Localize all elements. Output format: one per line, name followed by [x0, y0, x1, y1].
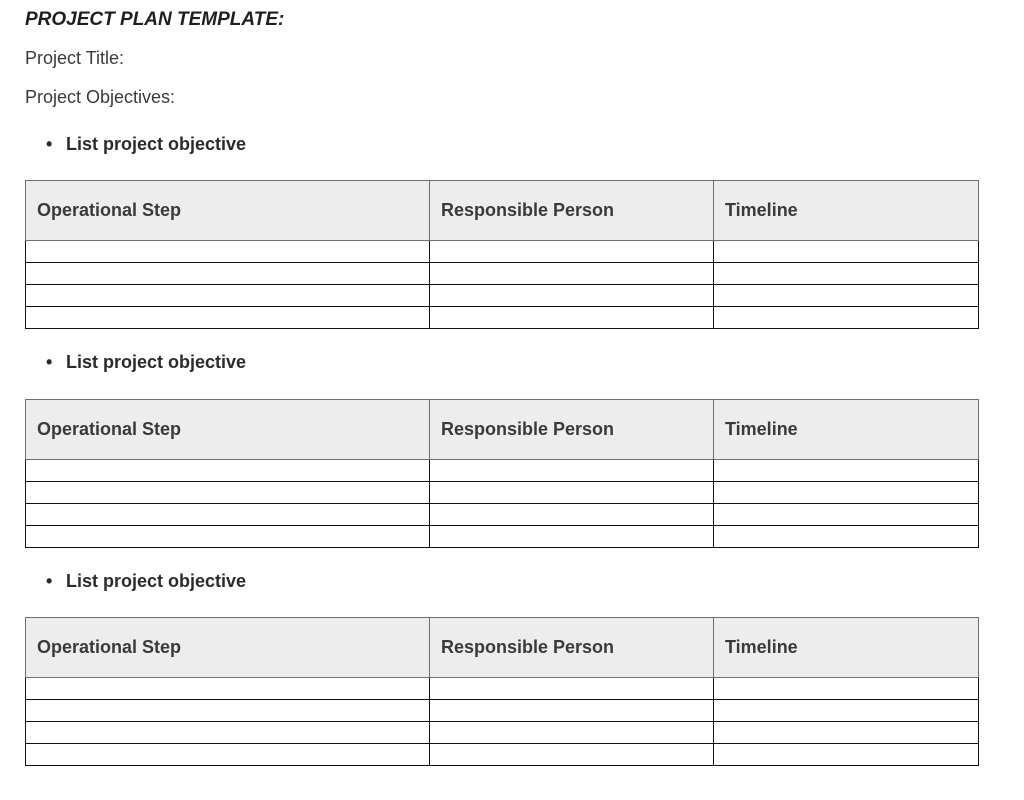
- table-cell[interactable]: [714, 700, 979, 722]
- table-row: [26, 241, 979, 263]
- table-cell[interactable]: [714, 678, 979, 700]
- table-cell[interactable]: [430, 460, 714, 482]
- table-cell[interactable]: [714, 460, 979, 482]
- table-cell[interactable]: [26, 678, 430, 700]
- table-header-row: [26, 181, 979, 241]
- table-cell[interactable]: [430, 744, 714, 766]
- table-cell[interactable]: [714, 722, 979, 744]
- table-cell[interactable]: [714, 526, 979, 548]
- column-header-responsible-person: Responsible Person: [430, 618, 714, 678]
- table-row: [26, 722, 979, 744]
- column-header-timeline: Timeline: [714, 400, 979, 460]
- column-header-timeline: Timeline: [714, 181, 979, 241]
- objective-text: List project objective: [66, 571, 247, 591]
- table-row: [26, 307, 979, 329]
- table-header-row: [26, 400, 979, 460]
- table-cell[interactable]: [26, 482, 430, 504]
- column-header-operational-step: Operational Step: [26, 181, 430, 241]
- table-row: [26, 744, 979, 766]
- table-cell[interactable]: [430, 285, 714, 307]
- table-cell[interactable]: [714, 744, 979, 766]
- table-cell[interactable]: [714, 241, 979, 263]
- table-cell[interactable]: [430, 307, 714, 329]
- objective-item: [46, 571, 246, 592]
- plan-table: [25, 399, 979, 548]
- table-row: [26, 460, 979, 482]
- column-header-operational-step: Operational Step: [26, 400, 430, 460]
- table-row: [26, 482, 979, 504]
- table-cell[interactable]: [26, 241, 430, 263]
- table-row: [26, 700, 979, 722]
- column-header-operational-step: Operational Step: [26, 618, 430, 678]
- table-cell[interactable]: [714, 307, 979, 329]
- project-objectives-label: Project Objectives:: [25, 87, 176, 107]
- table-cell[interactable]: [430, 504, 714, 526]
- project-title-label: Project Title:: [25, 48, 125, 68]
- table-row: [26, 678, 979, 700]
- table-row: [26, 526, 979, 548]
- column-header-responsible-person: Responsible Person: [430, 181, 714, 241]
- table-cell[interactable]: [26, 285, 430, 307]
- table-cell[interactable]: [26, 744, 430, 766]
- column-header-timeline: Timeline: [714, 618, 979, 678]
- table-cell[interactable]: [714, 263, 979, 285]
- objective-text: List project objective: [66, 134, 247, 154]
- table-cell[interactable]: [26, 460, 430, 482]
- bullet-icon: •: [46, 571, 53, 591]
- table-cell[interactable]: [26, 504, 430, 526]
- table-row: [26, 263, 979, 285]
- objective-item: [46, 352, 246, 373]
- table-cell[interactable]: [430, 263, 714, 285]
- table-cell[interactable]: [430, 722, 714, 744]
- table-header-row: [26, 618, 979, 678]
- plan-table: [25, 180, 979, 329]
- column-header-responsible-person: Responsible Person: [430, 400, 714, 460]
- table-cell[interactable]: [26, 526, 430, 548]
- table-cell[interactable]: [430, 526, 714, 548]
- table-cell[interactable]: [26, 722, 430, 744]
- document-title: PROJECT PLAN TEMPLATE:: [25, 9, 285, 30]
- table-cell[interactable]: [430, 482, 714, 504]
- bullet-icon: •: [46, 352, 53, 372]
- objective-item: [46, 134, 246, 155]
- table-cell[interactable]: [430, 700, 714, 722]
- table-cell[interactable]: [26, 700, 430, 722]
- table-cell[interactable]: [714, 482, 979, 504]
- bullet-icon: •: [46, 134, 53, 154]
- objective-text: List project objective: [66, 352, 247, 372]
- table-cell[interactable]: [26, 307, 430, 329]
- table-cell[interactable]: [26, 263, 430, 285]
- table-cell[interactable]: [430, 241, 714, 263]
- table-cell[interactable]: [714, 504, 979, 526]
- table-row: [26, 285, 979, 307]
- table-cell[interactable]: [430, 678, 714, 700]
- table-row: [26, 504, 979, 526]
- table-cell[interactable]: [714, 285, 979, 307]
- plan-table: [25, 617, 979, 766]
